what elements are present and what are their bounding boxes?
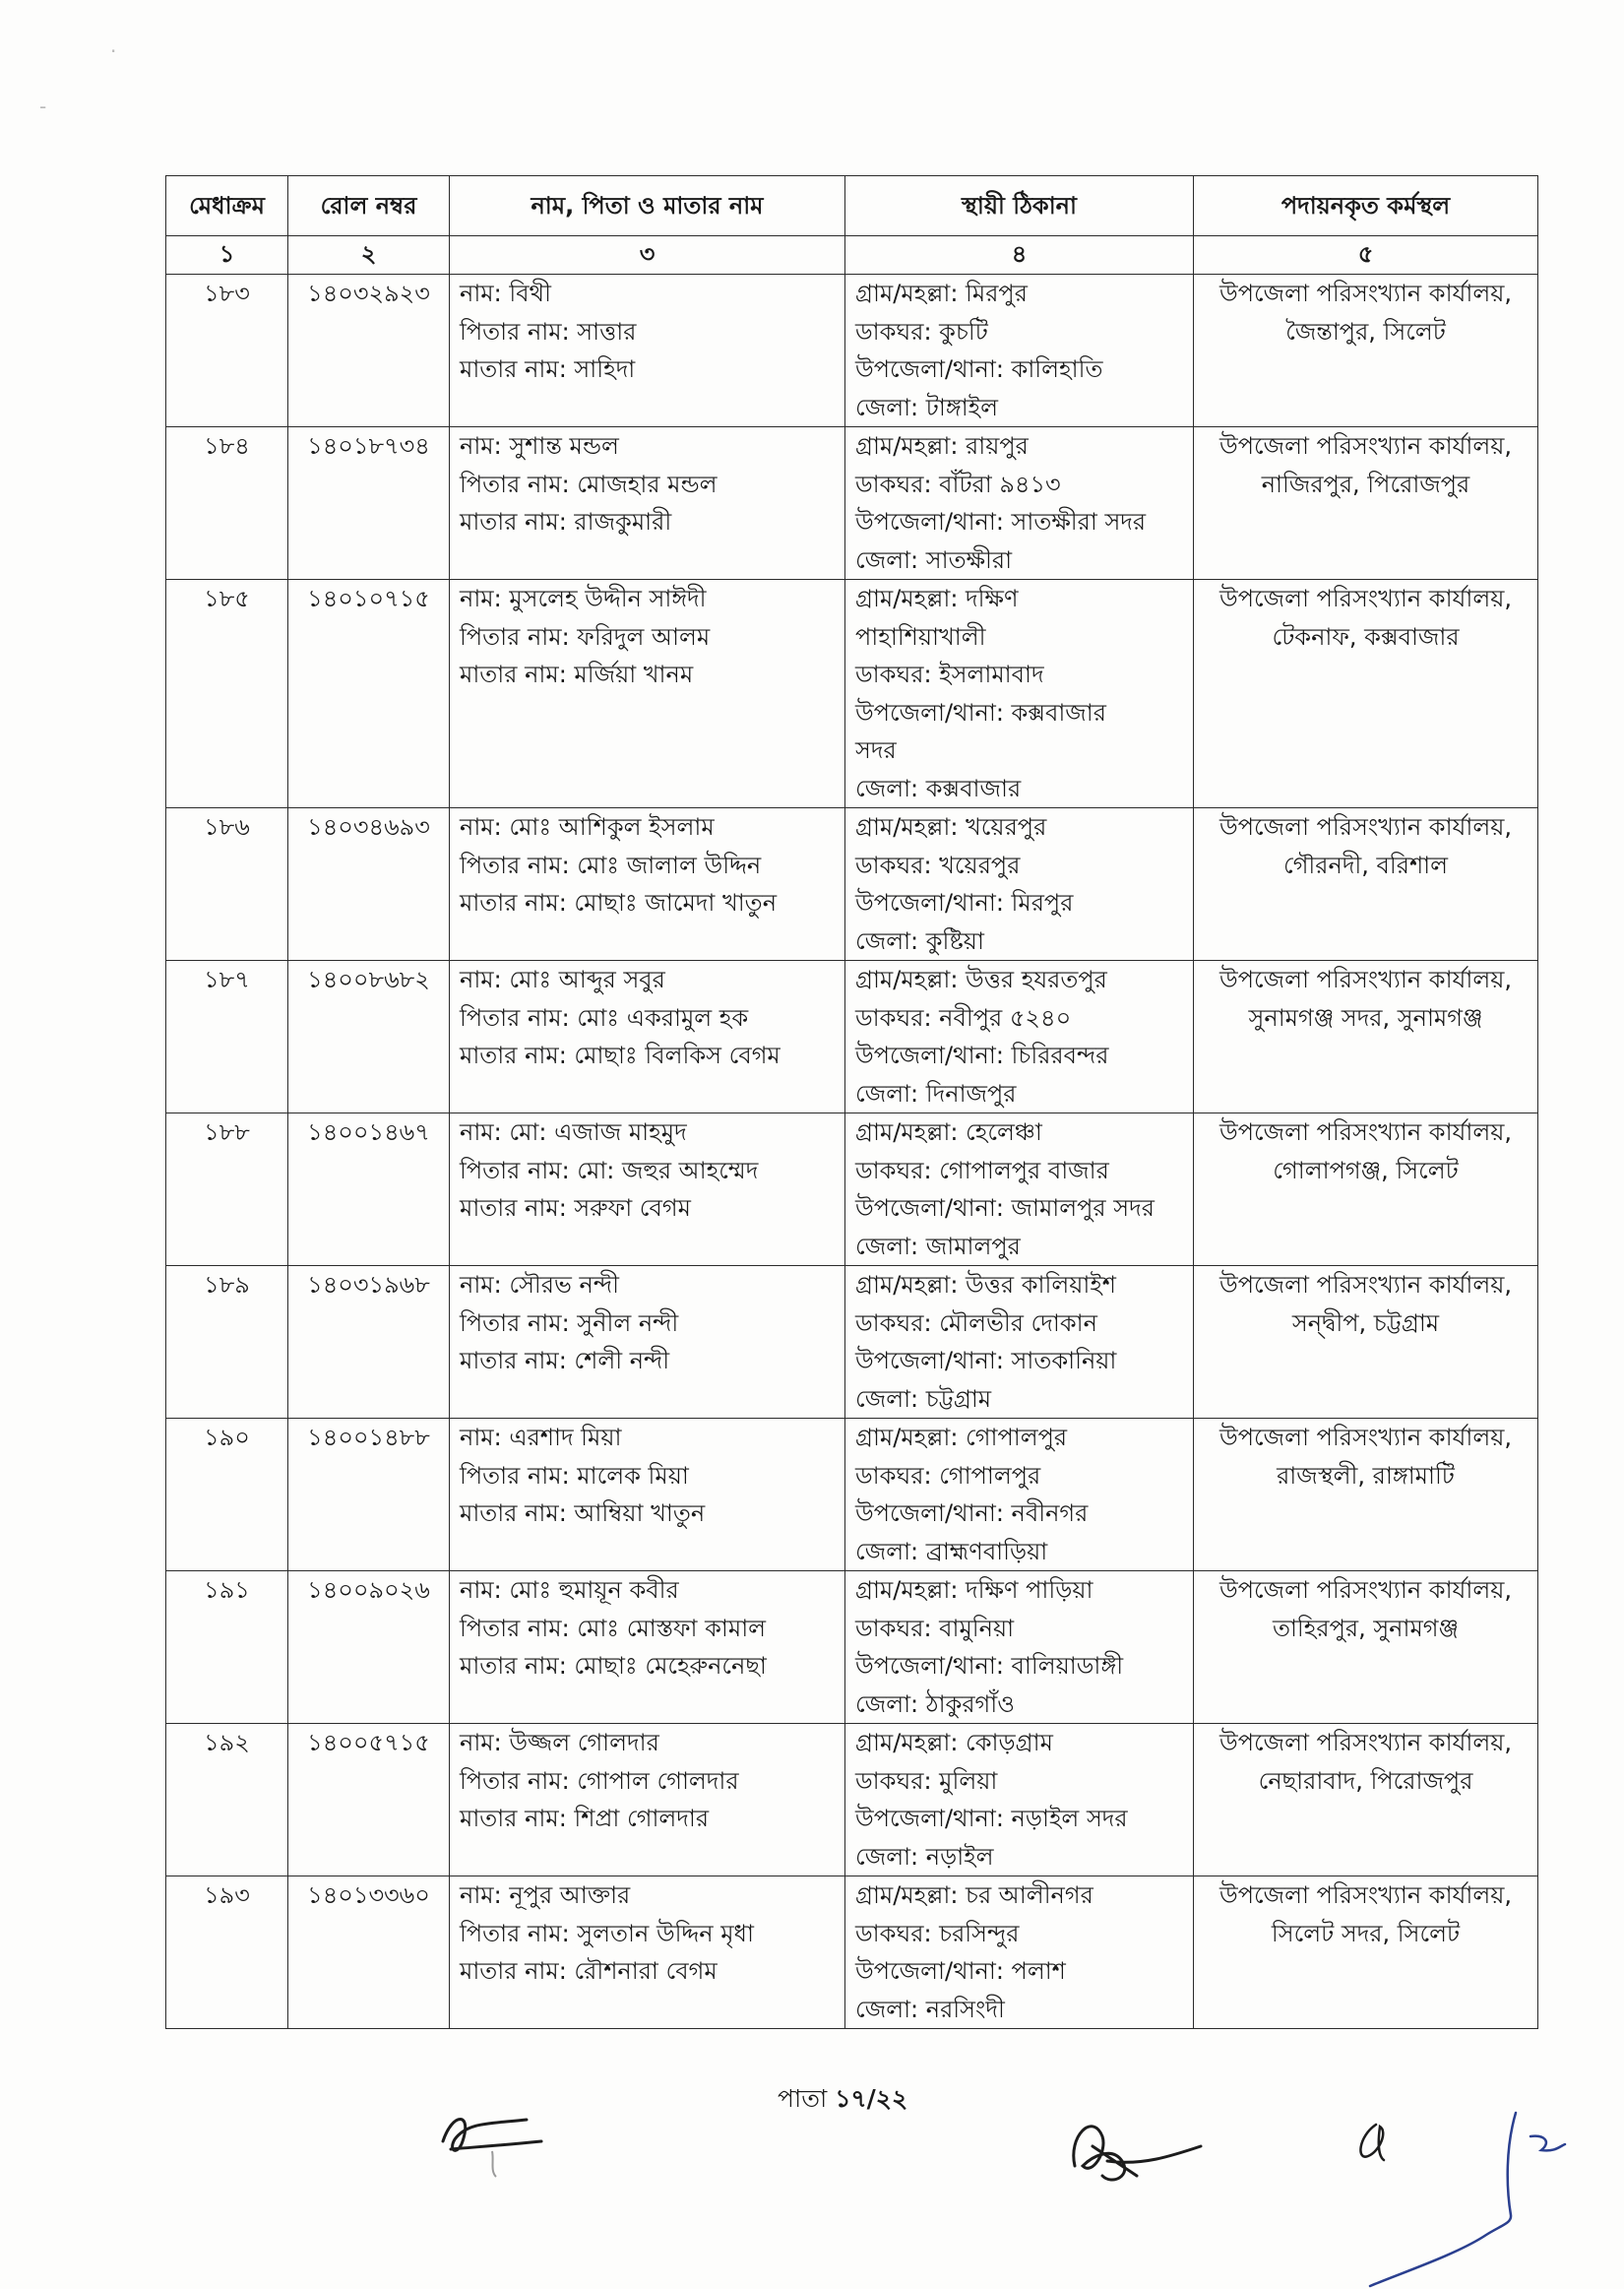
merit-number: ১৮৬ <box>204 813 250 841</box>
address-cell <box>845 1571 1194 1724</box>
posting-line: সন্দ্বীপ, চট্টগ্রাম <box>1291 1308 1440 1337</box>
posting-line: উপজেলা পরিসংখ্যান কার্যালয়, <box>1219 813 1512 841</box>
posting-line: নাজিরপুর, পিরোজপুর <box>1261 470 1470 498</box>
roll-cell <box>288 1266 450 1419</box>
posting-line: সুনামগঞ্জ সদর, সুনামগঞ্জ <box>1248 1003 1483 1032</box>
posting-line: উপজেলা পরিসংখ্যান কার্যালয়, <box>1219 1118 1512 1146</box>
name-line: নাম: বিথী <box>460 280 551 307</box>
roll-number: ১৪০৩২৯২৩ <box>307 280 430 307</box>
scan-speck: · <box>110 39 117 63</box>
address-line: ডাকঘর: কুচটি <box>855 317 988 346</box>
table-row <box>166 808 1538 961</box>
name-line: মাতার নাম: মোছাঃ মেহেরুননেছা <box>460 1652 767 1680</box>
roll-cell <box>288 1724 450 1876</box>
roll-number: ১৪০১৮৭৩৪ <box>307 432 430 460</box>
address-line: ডাকঘর: খয়েরপুর <box>855 851 1021 879</box>
posting-line: উপজেলা পরিসংখ্যান কার্যালয়, <box>1219 280 1512 307</box>
table-row <box>166 275 1538 427</box>
address-line: গ্রাম/মহল্লা: উত্তর কালিয়াইশ <box>855 1271 1117 1299</box>
address-line: উপজেলা/থানা: জামালপুর সদর <box>855 1194 1155 1222</box>
scan-speck: - <box>39 95 47 118</box>
name-line: পিতার নাম: মালেক মিয়া <box>460 1461 689 1490</box>
roll-cell <box>288 427 450 580</box>
roll-number: ১৪০০৯০২৬ <box>307 1576 430 1604</box>
header-address: স্থায়ী ঠিকানা <box>845 176 1194 236</box>
roll-number: ১৪০৩১৯৬৮ <box>307 1271 430 1299</box>
column-number-row <box>166 236 1538 275</box>
address-line: জেলা: নরসিংদী <box>855 1995 1005 2023</box>
roll-cell <box>288 275 450 427</box>
name-line: মাতার নাম: মর্জিয়া খানম <box>460 661 694 688</box>
address-line: ডাকঘর: ইসলামাবাদ <box>855 661 1044 688</box>
roll-number: ১৪০১৩৩৬০ <box>307 1881 430 1909</box>
address-line: গ্রাম/মহল্লা: কোড়গ্রাম <box>855 1729 1053 1756</box>
address-line: উপজেলা/থানা: নবীনগর <box>855 1499 1089 1527</box>
name-line: নাম: মো: এজাজ মাহমুদ <box>460 1118 687 1146</box>
table-row <box>166 1876 1538 2029</box>
merit-number: ১৯০ <box>204 1424 250 1451</box>
address-line: গ্রাম/মহল্লা: দক্ষিণ <box>855 585 1019 612</box>
address-line: উপজেলা/থানা: পলাশ <box>855 1957 1066 1985</box>
address-line: জেলা: জামালপুর <box>855 1232 1021 1260</box>
address-line: জেলা: ঠাকুরগাঁও <box>855 1689 1015 1718</box>
merit-cell <box>166 961 288 1113</box>
posting-line: উপজেলা পরিসংখ্যান কার্যালয়, <box>1219 1271 1512 1299</box>
posting-cell <box>1194 1724 1538 1876</box>
name-line: পিতার নাম: সুলতান উদ্দিন মৃধা <box>460 1919 754 1947</box>
name-line: নাম: সৌরভ নন্দী <box>460 1271 619 1299</box>
address-line: ডাকঘর: বামুনিয়া <box>855 1614 1015 1642</box>
column-number: ১ <box>166 236 288 275</box>
name-line: মাতার নাম: আম্বিয়া খাতুন <box>460 1499 706 1527</box>
table-row <box>166 580 1538 808</box>
address-line: উপজেলা/থানা: কক্সবাজার <box>855 698 1106 727</box>
address-line: ডাকঘর: মৌলভীর দোকান <box>855 1308 1097 1337</box>
roll-number: ১৪০৩৪৬৯৩ <box>307 813 430 841</box>
name-line: নাম: নূপুর আক্তার <box>460 1881 631 1909</box>
names-cell <box>450 427 845 580</box>
merit-number: ১৮৩ <box>204 280 250 307</box>
address-cell <box>845 808 1194 961</box>
address-line: জেলা: চট্টগ্রাম <box>855 1384 992 1413</box>
table-row <box>166 961 1538 1113</box>
roll-cell <box>288 1876 450 2029</box>
names-cell <box>450 1724 845 1876</box>
appointment-table <box>165 175 1538 2029</box>
page-number <box>778 2079 907 2122</box>
address-line: সদর <box>855 736 897 764</box>
column-number: ৪ <box>845 236 1194 275</box>
name-line: পিতার নাম: মোজহার মন্ডল <box>460 470 718 498</box>
table-header-row <box>166 176 1538 236</box>
address-line: ডাকঘর: গোপালপুর বাজার <box>855 1156 1109 1184</box>
name-line: পিতার নাম: মোঃ জালাল উদ্দিন <box>460 851 762 879</box>
name-line: পিতার নাম: মো: জহুর আহম্মেদ <box>460 1156 759 1184</box>
name-line: নাম: উজ্জল গোলদার <box>460 1729 659 1756</box>
posting-line: গোলাপগঞ্জ, সিলেট <box>1273 1156 1459 1184</box>
roll-cell <box>288 961 450 1113</box>
name-line: পিতার নাম: সুনীল নন্দী <box>460 1308 679 1337</box>
header-merit: মেধাক্রম <box>166 176 288 236</box>
column-number: ৩ <box>450 236 845 275</box>
name-line: মাতার নাম: সাহিদা <box>460 355 636 383</box>
names-cell <box>450 1876 845 2029</box>
page-number-label: পাতা <box>778 2084 828 2113</box>
table-body <box>166 236 1538 2029</box>
name-line: নাম: মোঃ আব্দুর সবুর <box>460 966 665 993</box>
name-line: নাম: মুসলেহ উদ্দীন সাঈদী <box>460 585 707 612</box>
table-row <box>166 1266 1538 1419</box>
merit-cell <box>166 1571 288 1724</box>
address-line: গ্রাম/মহল্লা: উত্তর হযরতপুর <box>855 966 1107 993</box>
roll-cell <box>288 1571 450 1724</box>
address-cell <box>845 1876 1194 2029</box>
posting-line: উপজেলা পরিসংখ্যান কার্যালয়, <box>1219 1729 1512 1756</box>
signature-4 <box>1358 2107 1594 2289</box>
address-line: পাহাশিয়াখালী <box>855 622 986 651</box>
address-line: জেলা: দিনাজপুর <box>855 1079 1017 1108</box>
merit-number: ১৮৪ <box>204 432 250 460</box>
posting-cell <box>1194 808 1538 961</box>
signature-2 <box>1063 2107 1211 2205</box>
name-line: পিতার নাম: ফরিদুল আলম <box>460 622 711 651</box>
address-line: জেলা: ব্রাহ্মণবাড়িয়া <box>855 1537 1048 1565</box>
roll-number: ১৪০০৫৭১৫ <box>307 1729 430 1756</box>
roll-cell <box>288 580 450 808</box>
merit-cell <box>166 1266 288 1419</box>
address-line: গ্রাম/মহল্লা: দক্ষিণ পাড়িয়া <box>855 1576 1093 1604</box>
posting-cell <box>1194 427 1538 580</box>
address-cell <box>845 961 1194 1113</box>
merit-cell <box>166 427 288 580</box>
table-row <box>166 427 1538 580</box>
address-line: জেলা: সাতক্ষীরা <box>855 545 1013 574</box>
roll-cell <box>288 1419 450 1571</box>
address-cell <box>845 275 1194 427</box>
address-cell <box>845 427 1194 580</box>
address-line: গ্রাম/মহল্লা: গোপালপুর <box>855 1424 1068 1451</box>
address-line: উপজেলা/থানা: সাতকানিয়া <box>855 1347 1117 1374</box>
address-line: গ্রাম/মহল্লা: মিরপুর <box>855 280 1028 307</box>
posting-line: উপজেলা পরিসংখ্যান কার্যালয়, <box>1219 432 1512 460</box>
table-row <box>166 1113 1538 1266</box>
names-cell <box>450 808 845 961</box>
address-line: জেলা: টাঙ্গাইল <box>855 393 999 421</box>
address-line: ডাকঘর: মুলিয়া <box>855 1766 998 1795</box>
address-line: উপজেলা/থানা: সাতক্ষীরা সদর <box>855 508 1147 536</box>
posting-line: সিলেট সদর, সিলেট <box>1271 1919 1461 1947</box>
name-line: নাম: সুশান্ত মন্ডল <box>460 432 619 460</box>
address-line: ডাকঘর: বাঁটরা ৯৪১৩ <box>855 470 1061 498</box>
roll-number: ১৪০০১৪৮৮ <box>307 1424 430 1451</box>
merit-cell <box>166 808 288 961</box>
names-cell <box>450 1419 845 1571</box>
posting-cell <box>1194 1266 1538 1419</box>
posting-line: জৈন্তাপুর, সিলেট <box>1285 317 1446 346</box>
merit-number: ১৮৯ <box>204 1271 250 1299</box>
merit-cell <box>166 1724 288 1876</box>
merit-cell <box>166 580 288 808</box>
name-line: পিতার নাম: গোপাল গোলদার <box>460 1766 739 1795</box>
header-roll: রোল নম্বর <box>288 176 450 236</box>
posting-line: উপজেলা পরিসংখ্যান কার্যালয়, <box>1219 966 1512 993</box>
merit-number: ১৮৮ <box>204 1118 250 1146</box>
page-number-value: ১৭/২২ <box>835 2084 908 2113</box>
name-line: নাম: মোঃ আশিকুল ইসলাম <box>460 813 715 841</box>
address-line: ডাকঘর: চরসিন্দুর <box>855 1919 1020 1947</box>
posting-line: রাজস্থলী, রাঙ্গামাটি <box>1277 1461 1455 1490</box>
names-cell <box>450 961 845 1113</box>
address-line: উপজেলা/থানা: মিরপুর <box>855 889 1074 917</box>
posting-cell <box>1194 275 1538 427</box>
address-cell <box>845 1266 1194 1419</box>
name-line: পিতার নাম: মোঃ একরামুল হক <box>460 1003 749 1032</box>
posting-cell <box>1194 1419 1538 1571</box>
posting-cell <box>1194 580 1538 808</box>
address-line: গ্রাম/মহল্লা: রায়পুর <box>855 432 1029 460</box>
posting-cell <box>1194 961 1538 1113</box>
column-number: ২ <box>288 236 450 275</box>
address-cell <box>845 1113 1194 1266</box>
address-line: ডাকঘর: নবীপুর ৫২৪০ <box>855 1003 1072 1032</box>
name-line: মাতার নাম: মোছাঃ বিলকিস বেগম <box>460 1042 781 1069</box>
roll-number: ১৪০০৮৬৮২ <box>307 966 430 993</box>
name-line: পিতার নাম: মোঃ মোস্তফা কামাল <box>460 1614 767 1642</box>
address-line: উপজেলা/থানা: বালিয়াডাঙ্গী <box>855 1652 1124 1680</box>
address-line: জেলা: কুষ্টিয়া <box>855 926 984 955</box>
names-cell <box>450 1113 845 1266</box>
roll-number: ১৪০১০৭১৫ <box>307 585 430 612</box>
name-line: মাতার নাম: সরুফা বেগম <box>460 1194 691 1222</box>
names-cell <box>450 275 845 427</box>
name-line: মাতার নাম: রাজকুমারী <box>460 508 672 536</box>
posting-line: গৌরনদী, বরিশাল <box>1282 851 1449 879</box>
header-names: নাম, পিতা ও মাতার নাম <box>450 176 845 236</box>
address-line: জেলা: নড়াইল <box>855 1842 994 1871</box>
name-line: পিতার নাম: সাত্তার <box>460 317 637 346</box>
merit-number: ১৯২ <box>204 1729 250 1756</box>
address-cell <box>845 1419 1194 1571</box>
table-row <box>166 1571 1538 1724</box>
merit-number: ১৮৭ <box>204 966 250 993</box>
merit-number: ১৯১ <box>204 1576 250 1604</box>
address-line: উপজেলা/থানা: নড়াইল সদর <box>855 1805 1128 1832</box>
address-line: গ্রাম/মহল্লা: খয়েরপুর <box>855 813 1047 841</box>
table-row <box>166 1419 1538 1571</box>
roll-cell <box>288 808 450 961</box>
table-row <box>166 1724 1538 1876</box>
column-number: ৫ <box>1194 236 1538 275</box>
address-line: জেলা: কক্সবাজার <box>855 774 1022 802</box>
address-line: উপজেলা/থানা: কালিহাতি <box>855 355 1103 383</box>
posting-line: উপজেলা পরিসংখ্যান কার্যালয়, <box>1219 585 1512 612</box>
posting-line: তাহিরপুর, সুনামগঞ্জ <box>1272 1614 1460 1642</box>
posting-line: নেছারাবাদ, পিরোজপুর <box>1258 1766 1473 1795</box>
posting-line: উপজেলা পরিসংখ্যান কার্যালয়, <box>1219 1424 1512 1451</box>
merit-number: ১৯৩ <box>204 1881 250 1909</box>
names-cell <box>450 1266 845 1419</box>
name-line: নাম: মোঃ হুমায়ূন কবীর <box>460 1576 679 1604</box>
posting-line: উপজেলা পরিসংখ্যান কার্যালয়, <box>1219 1576 1512 1604</box>
name-line: মাতার নাম: রৌশনারা বেগম <box>460 1957 718 1985</box>
posting-line: টেকনাফ, কক্সবাজার <box>1272 622 1460 651</box>
name-line: মাতার নাম: শিপ্রা গোলদার <box>460 1805 710 1832</box>
name-line: মাতার নাম: শেলী নন্দী <box>460 1347 670 1374</box>
address-cell <box>845 1724 1194 1876</box>
address-line: ডাকঘর: গোপালপুর <box>855 1461 1041 1490</box>
merit-cell <box>166 1419 288 1571</box>
merit-number: ১৮৫ <box>204 585 250 612</box>
roll-number: ১৪০০১৪৬৭ <box>307 1118 430 1146</box>
merit-cell <box>166 275 288 427</box>
merit-cell <box>166 1113 288 1266</box>
posting-cell <box>1194 1876 1538 2029</box>
address-line: গ্রাম/মহল্লা: চর আলীনগর <box>855 1881 1093 1909</box>
address-line: গ্রাম/মহল্লা: হেলেঞ্চা <box>855 1118 1042 1146</box>
address-cell <box>845 580 1194 808</box>
signature-1 <box>433 2102 561 2181</box>
names-cell <box>450 580 845 808</box>
names-cell <box>450 1571 845 1724</box>
merit-cell <box>166 1876 288 2029</box>
name-line: নাম: এরশাদ মিয়া <box>460 1424 622 1451</box>
header-posting: পদায়নকৃত কর্মস্থল <box>1194 176 1538 236</box>
posting-cell <box>1194 1571 1538 1724</box>
address-line: উপজেলা/থানা: চিরিরবন্দর <box>855 1042 1109 1069</box>
posting-cell <box>1194 1113 1538 1266</box>
roll-cell <box>288 1113 450 1266</box>
name-line: মাতার নাম: মোছাঃ জামেদা খাতুন <box>460 889 778 917</box>
posting-line: উপজেলা পরিসংখ্যান কার্যালয়, <box>1219 1881 1512 1909</box>
